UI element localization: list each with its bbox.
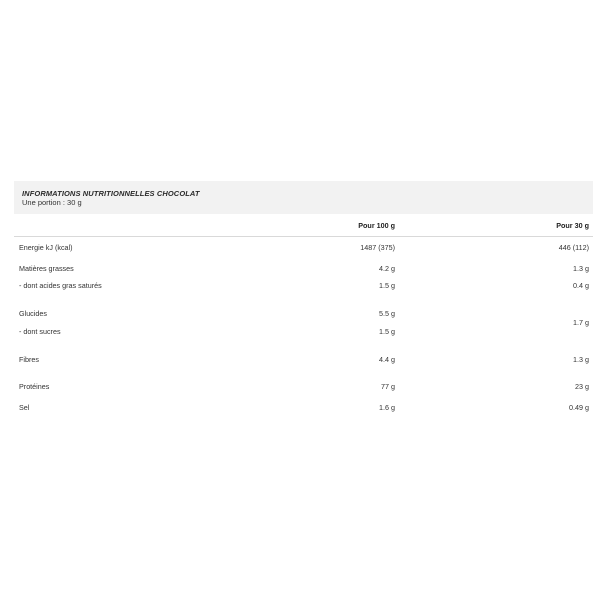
proteins-per-100g: 77 g	[381, 382, 395, 391]
row-label-saturated-fat: - dont acides gras saturés	[19, 281, 102, 290]
fibres-per-100g: 4.4 g	[379, 355, 395, 364]
row-label-fat: Matières grasses	[19, 264, 74, 273]
fat-per-100g: 4.2 g	[379, 264, 395, 273]
saturated-fat-per-30g: 0.4 g	[573, 281, 589, 290]
sugars-per-100g: 1.5 g	[379, 327, 395, 336]
nutrition-title: INFORMATIONS NUTRITIONNELLES CHOCOLAT	[22, 189, 200, 198]
nutrition-header	[14, 181, 593, 214]
energy-per-30g: 446 (112)	[558, 243, 589, 252]
fat-per-30g: 1.3 g	[573, 264, 589, 273]
energy-per-100g: 1487 (375)	[360, 243, 395, 252]
salt-per-100g: 1.6 g	[379, 403, 395, 412]
row-label-sugars: - dont sucres	[19, 327, 61, 336]
carbohydrates-per-30g: 1.7 g	[573, 318, 589, 327]
portion-size: Une portion : 30 g	[22, 198, 82, 207]
row-label-salt: Sel	[19, 403, 30, 412]
fibres-per-30g: 1.3 g	[573, 355, 589, 364]
nutrition-panel	[14, 181, 593, 454]
column-header-per-100g: Pour 100 g	[358, 221, 395, 230]
proteins-per-30g: 23 g	[575, 382, 589, 391]
row-label-energy: Energie kJ (kcal)	[19, 243, 73, 252]
header-divider	[14, 236, 593, 237]
column-header-per-30g: Pour 30 g	[556, 221, 589, 230]
carbohydrates-per-100g: 5.5 g	[379, 309, 395, 318]
row-label-carbohydrates: Glucides	[19, 309, 47, 318]
row-label-fibres: Fibres	[19, 355, 39, 364]
salt-per-30g: 0.49 g	[569, 403, 589, 412]
row-label-proteins: Protéines	[19, 382, 50, 391]
saturated-fat-per-100g: 1.5 g	[379, 281, 395, 290]
nutrition-table	[14, 214, 593, 454]
